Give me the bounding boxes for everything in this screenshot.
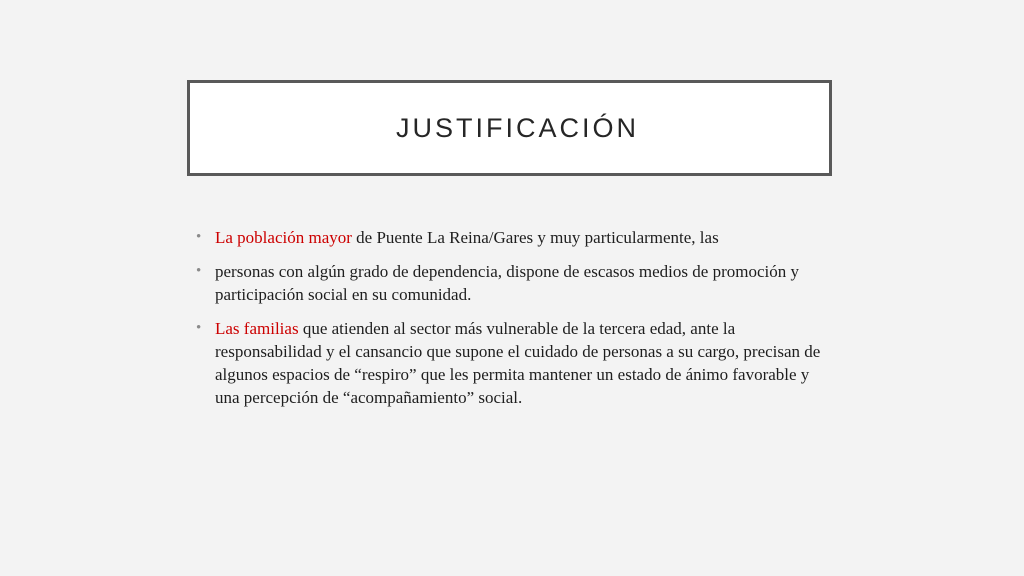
title-box	[187, 80, 832, 176]
bullet-item-2	[196, 260, 836, 306]
bullet-text: de Puente La Reina/Gares y muy particularmente, las	[351, 228, 719, 247]
bullet-icon: •	[196, 263, 202, 279]
bullet-item-1	[196, 226, 836, 249]
slide-title: JUSTIFICACIÓN	[396, 112, 640, 143]
bullet-highlight: Las familias	[215, 319, 299, 338]
bullet-text: personas con algún grado de dependencia, dispone de escasos medios de promoción y participación social en su comunidad.	[215, 262, 799, 304]
bullet-highlight: La población mayor	[215, 228, 352, 247]
bullet-icon: •	[196, 320, 202, 336]
bullet-text: que atienden al sector más vulnerable de la tercera edad, ante la responsabilidad y el cansancio que supone el cuidado de personas a su cargo, precisan de algunos espacios de “respiro” que les permita mantener un estado de ánimo favorable y una percepción de “acompañamiento” social.	[215, 319, 821, 407]
bullet-icon: •	[196, 229, 202, 245]
bullet-item-3	[196, 317, 836, 409]
bullet-list	[196, 226, 836, 420]
